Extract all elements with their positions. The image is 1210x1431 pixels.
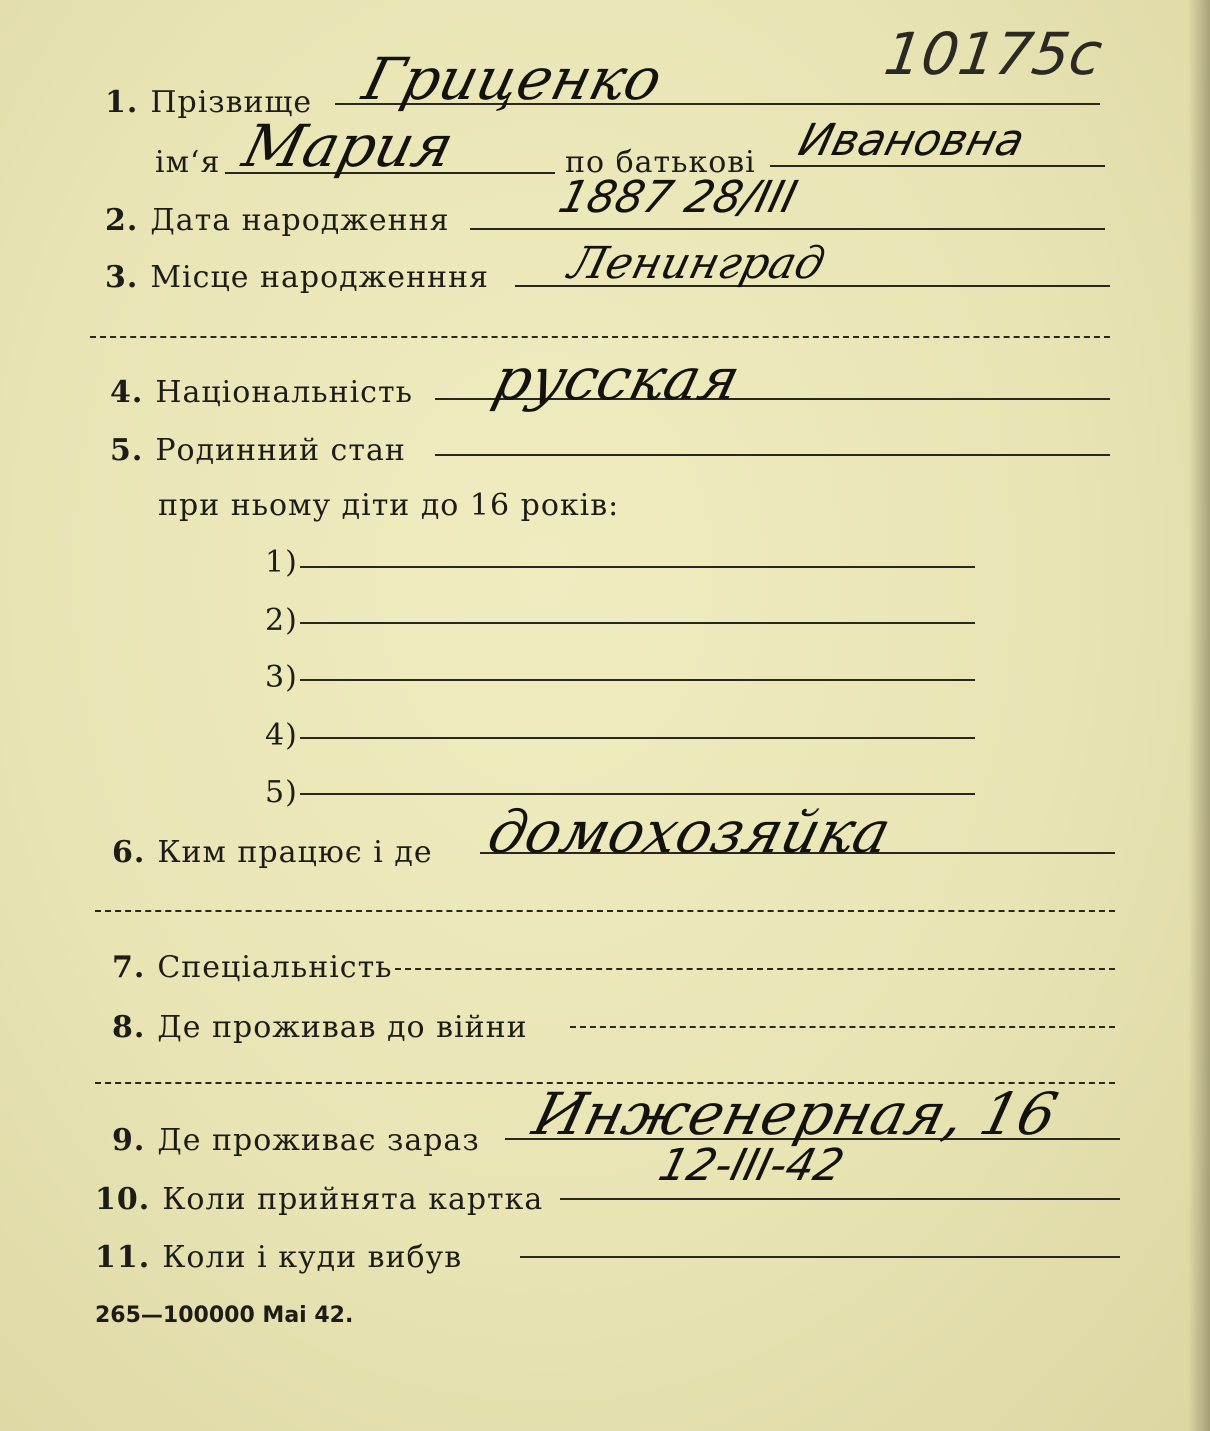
birth-place-field [105, 260, 489, 295]
first-name-label: ім‘я [155, 145, 221, 180]
child-5-label: 5) [265, 775, 298, 810]
prewar-residence-label: Де проживав до війни [157, 1010, 528, 1045]
child-3-label: 3) [265, 660, 298, 695]
surname-number: 1. [105, 85, 139, 120]
current-residence-field [112, 1123, 480, 1158]
current-residence-value: Инженерная, 16 [526, 1080, 1065, 1148]
patronymic-value: Ивановна [793, 115, 1030, 166]
child-4-line [300, 737, 975, 739]
current-residence-number: 9. [112, 1123, 146, 1158]
birth-place-line-2 [90, 336, 1110, 338]
marital-status-field [110, 433, 406, 468]
birth-place-value: Ленинград [563, 238, 830, 289]
current-residence-label: Де проживає зараз [157, 1123, 480, 1158]
occupation-line-2 [95, 910, 1115, 912]
nationality-label: Національність [155, 375, 413, 410]
marital-status-label: Родинний стан [155, 433, 406, 468]
occupation-label: Ким працює і де [157, 835, 433, 870]
card-accepted-field [95, 1182, 543, 1217]
birth-date-line [470, 228, 1105, 230]
prewar-residence-line [570, 1026, 1115, 1028]
birth-date-value: 1887 28/III [553, 172, 803, 223]
birth-place-number: 3. [105, 260, 139, 295]
prewar-residence-field [112, 1010, 528, 1045]
specialty-label: Спеціальність [157, 950, 393, 985]
child-3-line [300, 679, 975, 681]
marital-status-line [435, 454, 1110, 456]
child-1-line [300, 566, 975, 568]
birth-date-field [105, 203, 450, 238]
occupation-field [112, 835, 433, 870]
card-accepted-label: Коли прийнята картка [162, 1182, 544, 1217]
children-label: при ньому діти до 16 років: [158, 488, 620, 523]
card-accepted-number: 10. [95, 1182, 151, 1217]
nationality-field [110, 375, 413, 410]
specialty-number: 7. [112, 950, 146, 985]
occupation-value: домохозяйка [481, 798, 898, 866]
departed-number: 11. [95, 1240, 151, 1275]
birth-date-number: 2. [105, 203, 139, 238]
nationality-value: русская [486, 345, 747, 413]
birth-date-label: Дата народження [150, 203, 450, 238]
surname-value: Гриценко [356, 45, 669, 113]
marital-status-number: 5. [110, 433, 144, 468]
child-1-label: 1) [265, 545, 298, 580]
card-accepted-line [560, 1198, 1120, 1200]
departed-label: Коли і куди вибув [162, 1240, 463, 1275]
child-4-label: 4) [265, 718, 298, 753]
first-name-value: Мария [236, 112, 461, 180]
child-2-label: 2) [265, 603, 298, 638]
patronymic-label: по батькові [565, 145, 756, 180]
card-accepted-value: 12-III-42 [653, 1140, 850, 1191]
birth-place-label: Місце народженння [150, 260, 489, 295]
child-2-line [300, 622, 975, 624]
occupation-number: 6. [112, 835, 146, 870]
departed-line [520, 1256, 1120, 1258]
nationality-number: 4. [110, 375, 144, 410]
child-5-line [300, 793, 975, 795]
print-code: 265—100000 Mai 42. [95, 1303, 354, 1328]
departed-field [95, 1240, 462, 1275]
specialty-field [112, 950, 393, 985]
prewar-residence-number: 8. [112, 1010, 146, 1045]
surname-label: Прізвище [150, 85, 313, 120]
specialty-line [395, 968, 1115, 970]
record-number: 10175с [880, 20, 1107, 88]
